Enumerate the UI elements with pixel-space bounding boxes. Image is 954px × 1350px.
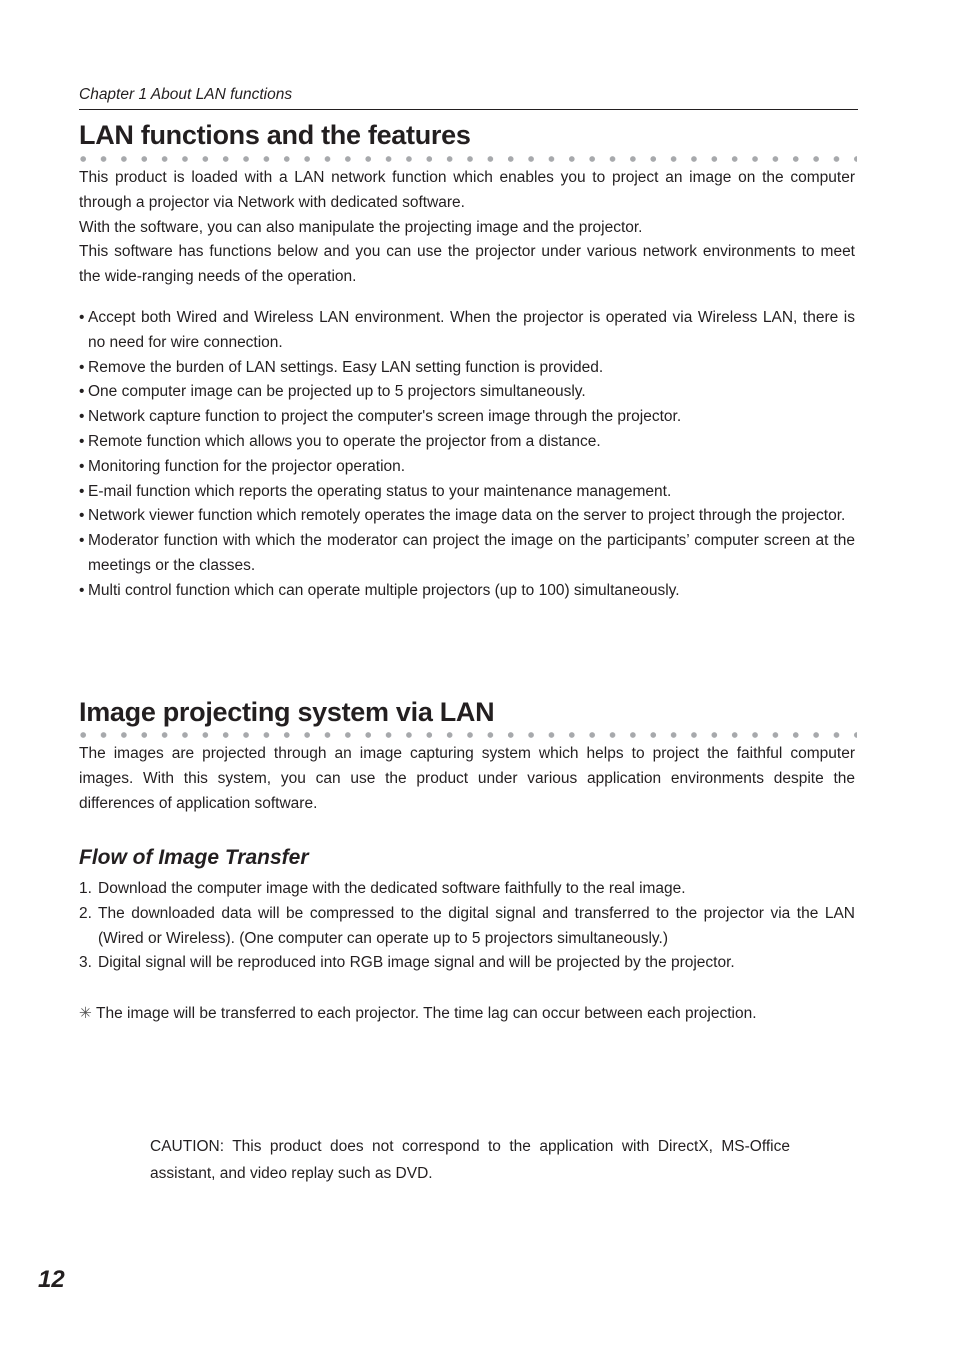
step-number: 2. — [79, 904, 92, 922]
list-item — [79, 356, 855, 381]
list-item — [79, 877, 855, 902]
list-item-text: E-mail function which reports the operating status to your maintenance management. — [88, 482, 672, 500]
list-item — [79, 504, 855, 529]
bullet-mark: • — [79, 408, 85, 426]
list-item — [79, 380, 855, 405]
list-item-text: Network capture function to project the computer's screen image through the projector. — [88, 408, 682, 426]
bullet-mark: • — [79, 581, 85, 599]
feature-list-container — [79, 306, 855, 604]
list-item — [79, 902, 855, 952]
section-title-lan-functions: LAN functions and the features — [79, 120, 471, 150]
bullet-mark: • — [79, 457, 85, 475]
list-item — [79, 430, 855, 455]
intro-paragraph: With the software, you can also manipulate the projecting image and the projector. — [79, 218, 643, 236]
list-item — [79, 529, 855, 579]
feature-list — [79, 306, 855, 604]
list-item-text: Multi control function which can operate multiple projectors (up to 100) simultaneously. — [88, 581, 680, 599]
section2-intro — [79, 742, 855, 816]
chapter-header: Chapter 1 About LAN functions — [79, 84, 858, 110]
asterisk-icon: ✳ — [79, 1005, 92, 1022]
section1-intro — [79, 166, 855, 290]
list-item — [79, 405, 855, 430]
bullet-mark: • — [79, 432, 85, 450]
steps-container — [79, 877, 855, 976]
bullet-mark: • — [79, 507, 85, 525]
list-item — [79, 579, 855, 604]
list-item-text: Remove the burden of LAN settings. Easy LAN setting function is provided. — [88, 358, 604, 376]
list-item-text: Moderator function with which the moderator can project the image on the participants’ computer screen at the meetings or the classes. — [88, 532, 855, 574]
intro-paragraph: This software has functions below and you can use the projector under various network environments to meet the wide-ranging needs of the operation. — [79, 243, 855, 286]
section2-paragraph: The images are projected through an image capturing system which helps to project the faithful computer images. With this system, you can use the product under various application environments despite the differences of application software. — [79, 745, 855, 812]
bullet-mark: • — [79, 532, 85, 550]
list-item-text: One computer image can be projected up to 5 projectors simultaneously. — [88, 383, 586, 401]
intro-paragraph: This product is loaded with a LAN network function which enables you to project an image on the computer through a projector via Network with dedicated software. — [79, 169, 855, 211]
list-item — [79, 480, 855, 505]
subsection-title-flow: Flow of Image Transfer — [79, 846, 309, 869]
bullet-mark: • — [79, 358, 85, 376]
section-title-image-projecting: Image projecting system via LAN — [79, 697, 495, 727]
transfer-note — [79, 1002, 855, 1027]
flow-steps — [79, 877, 855, 976]
page-number: 12 — [38, 1266, 65, 1293]
list-item — [79, 951, 855, 976]
list-item-text: Network viewer function which remotely operates the image data on the server to project through the projector. — [88, 507, 846, 525]
list-item-text: Accept both Wired and Wireless LAN environment. When the projector is operated via Wireless LAN, there is no need for wire connection. — [88, 309, 855, 351]
list-item — [79, 455, 855, 480]
step-number: 3. — [79, 954, 92, 972]
step-text: Download the computer image with the dedicated software faithfully to the real image. — [98, 880, 686, 897]
note-text: The image will be transferred to each projector. The time lag can occur between each projection. — [96, 1005, 757, 1022]
step-number: 1. — [79, 880, 92, 897]
list-item-text: Monitoring function for the projector operation. — [88, 457, 406, 475]
list-item-text: Remote function which allows you to operate the projector from a distance. — [88, 432, 601, 450]
list-item — [79, 306, 855, 356]
step-text: The downloaded data will be compressed to the digital signal and transferred to the projector via the LAN (Wired or Wireless). (One computer can operate up to 5 projectors simultaneously.) — [98, 904, 855, 947]
step-text: Digital signal will be reproduced into RGB image signal and will be projected by the projector. — [98, 954, 735, 972]
bullet-mark: • — [79, 482, 85, 500]
caution-text: CAUTION: This product does not correspond to the application with DirectX, MS-Office assistant, and video replay such as DVD. — [150, 1138, 790, 1182]
bullet-mark: • — [79, 309, 85, 326]
dotted-rule — [79, 731, 857, 739]
dotted-rule — [79, 155, 857, 163]
bullet-mark: • — [79, 383, 85, 401]
